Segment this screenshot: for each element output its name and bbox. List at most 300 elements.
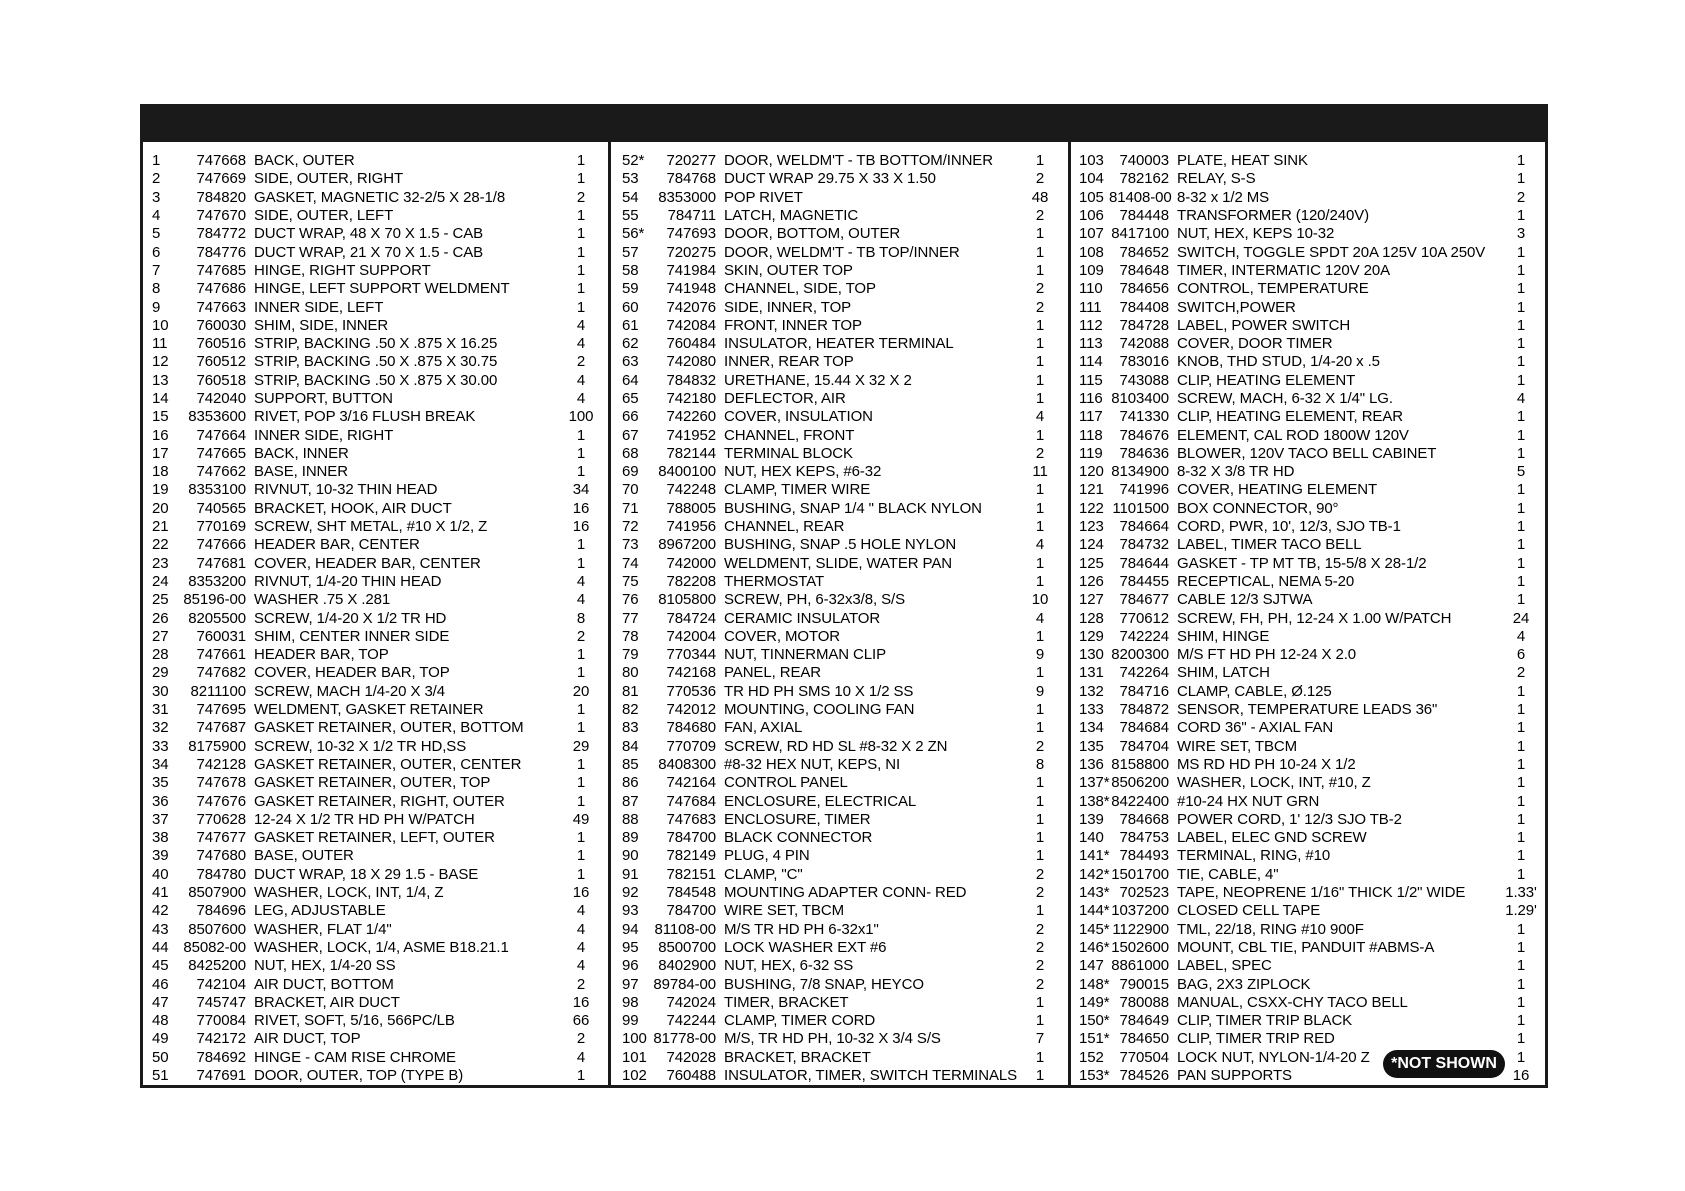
part-description: SCREW, MACH, 6-32 X 1/4" LG. bbox=[1177, 390, 1393, 407]
part-description: LOCK WASHER EXT #6 bbox=[724, 938, 887, 956]
parts-row bbox=[1075, 683, 1541, 701]
part-description: FAN, AXIAL bbox=[724, 719, 803, 737]
parts-row bbox=[148, 664, 601, 682]
part-number: 784753 bbox=[1119, 829, 1169, 847]
part-number: 8353100 bbox=[188, 481, 246, 499]
quantity: 1 bbox=[1035, 225, 1045, 243]
item-number: 28 bbox=[152, 646, 169, 664]
parts-row bbox=[618, 811, 1060, 829]
parts-row bbox=[1075, 207, 1541, 225]
parts-row bbox=[148, 975, 601, 993]
quantity: 1 bbox=[576, 261, 586, 279]
part-number: 782144 bbox=[666, 444, 716, 462]
part-number: 784668 bbox=[1119, 810, 1169, 828]
quantity: 2 bbox=[1035, 938, 1045, 956]
parts-row bbox=[618, 683, 1060, 701]
quantity: 1 bbox=[1516, 829, 1526, 847]
item-number: 65 bbox=[622, 390, 639, 407]
item-number: 45 bbox=[152, 957, 169, 975]
parts-row bbox=[148, 536, 601, 554]
item-number: 119 bbox=[1079, 444, 1103, 462]
part-number: 784680 bbox=[666, 719, 716, 737]
quantity: 66 bbox=[572, 1012, 590, 1030]
part-number: 770344 bbox=[666, 646, 716, 664]
parts-row bbox=[1075, 1030, 1541, 1048]
parts-row bbox=[1075, 518, 1541, 536]
part-number: 747676 bbox=[196, 792, 246, 810]
parts-row bbox=[618, 939, 1060, 957]
part-description: MS RD HD PH 10-24 X 1/2 bbox=[1177, 755, 1356, 773]
quantity: 4 bbox=[576, 920, 586, 938]
parts-row bbox=[1075, 280, 1541, 298]
part-description: STRIP, BACKING .50 X .875 X 30.00 bbox=[254, 371, 498, 389]
part-description: CLIP, HEATING ELEMENT, REAR bbox=[1177, 408, 1403, 426]
item-number: 21 bbox=[152, 518, 169, 536]
quantity: 24 bbox=[1512, 609, 1530, 627]
part-number: 784872 bbox=[1119, 701, 1169, 719]
item-number: 96 bbox=[622, 957, 639, 975]
part-description: TIE, CABLE, 4" bbox=[1177, 865, 1279, 883]
parts-row bbox=[1075, 829, 1541, 847]
quantity: 1 bbox=[1516, 847, 1526, 865]
part-description: WASHER, LOCK, INT, #10, Z bbox=[1177, 774, 1371, 792]
parts-row bbox=[618, 1067, 1060, 1085]
item-number: 95 bbox=[622, 938, 639, 956]
parts-row bbox=[618, 756, 1060, 774]
part-description: CLAMP, CABLE, Ø.125 bbox=[1177, 682, 1332, 700]
quantity: 1 bbox=[1516, 591, 1526, 609]
item-number: 128 bbox=[1079, 609, 1104, 627]
item-number: 32 bbox=[152, 719, 169, 737]
item-number: 25 bbox=[152, 591, 169, 609]
part-description: COVER, HEADER BAR, CENTER bbox=[254, 554, 481, 572]
part-number: 742248 bbox=[666, 481, 716, 499]
item-number: 38 bbox=[152, 829, 169, 847]
item-number: 63 bbox=[622, 353, 639, 371]
item-number: 72 bbox=[622, 518, 639, 536]
item-number: 66 bbox=[622, 408, 639, 426]
item-number: 120 bbox=[1079, 463, 1104, 481]
quantity: 4 bbox=[1035, 536, 1045, 554]
item-number: 75 bbox=[622, 572, 639, 590]
parts-row bbox=[148, 811, 601, 829]
quantity: 2 bbox=[576, 627, 586, 645]
item-number: 146* bbox=[1079, 938, 1110, 956]
item-number: 82 bbox=[622, 701, 639, 719]
part-description: WASHER, LOCK, 1/4, ASME B18.21.1 bbox=[254, 938, 509, 956]
part-number: 742076 bbox=[666, 298, 716, 316]
part-number: 784652 bbox=[1119, 243, 1169, 261]
part-number: 741948 bbox=[666, 280, 716, 298]
part-number: 8353600 bbox=[188, 408, 246, 426]
parts-row bbox=[1075, 152, 1541, 170]
item-number: 142* bbox=[1079, 865, 1110, 883]
part-number: 770504 bbox=[1119, 1048, 1169, 1066]
parts-row bbox=[148, 939, 601, 957]
parts-row bbox=[1075, 317, 1541, 335]
parts-row bbox=[148, 463, 601, 481]
part-number: 760484 bbox=[666, 335, 716, 353]
quantity: 1 bbox=[1516, 243, 1526, 261]
quantity: 9 bbox=[1035, 646, 1045, 664]
parts-row bbox=[618, 262, 1060, 280]
item-number: 104 bbox=[1079, 170, 1104, 188]
part-number: 8211100 bbox=[190, 682, 246, 700]
part-number: 770628 bbox=[196, 810, 246, 828]
part-description: BACK, OUTER bbox=[254, 152, 355, 170]
item-number: 144* bbox=[1079, 902, 1110, 920]
part-number: 8353000 bbox=[658, 188, 716, 206]
parts-row bbox=[1075, 920, 1541, 938]
quantity: 2 bbox=[576, 188, 586, 206]
part-description: BUSHING, SNAP 1/4 " BLACK NYLON bbox=[724, 499, 982, 517]
parts-list-sheet bbox=[140, 104, 1548, 1088]
item-number: 81 bbox=[622, 682, 639, 700]
part-number: 741952 bbox=[666, 426, 716, 444]
item-number: 118 bbox=[1079, 426, 1103, 444]
item-number: 149* bbox=[1079, 993, 1110, 1011]
item-number: 86 bbox=[622, 774, 639, 792]
part-number: 782162 bbox=[1119, 170, 1169, 188]
quantity: 1 bbox=[1516, 682, 1526, 700]
parts-row bbox=[1075, 408, 1541, 426]
part-number: 8425200 bbox=[188, 957, 246, 975]
item-number: 4 bbox=[152, 207, 161, 225]
parts-row bbox=[148, 189, 601, 207]
part-description: HINGE, RIGHT SUPPORT bbox=[254, 261, 431, 279]
parts-row bbox=[148, 408, 601, 426]
quantity: 1 bbox=[1516, 261, 1526, 279]
item-number: 107 bbox=[1079, 225, 1104, 243]
quantity: 1 bbox=[1516, 353, 1526, 371]
quantity: 4 bbox=[576, 390, 586, 407]
item-number: 136 bbox=[1079, 755, 1104, 773]
parts-row bbox=[148, 298, 601, 316]
part-description: INNER SIDE, LEFT bbox=[254, 298, 384, 316]
part-description: BASE, OUTER bbox=[254, 847, 354, 865]
parts-row bbox=[148, 555, 601, 573]
parts-row bbox=[148, 920, 601, 938]
item-number: 58 bbox=[622, 261, 639, 279]
parts-row bbox=[1075, 243, 1541, 261]
part-description: M/S FT HD PH 12-24 X 2.0 bbox=[1177, 646, 1357, 664]
parts-row bbox=[618, 372, 1060, 390]
item-number: 87 bbox=[622, 792, 639, 810]
item-number: 51 bbox=[152, 1066, 169, 1084]
parts-row bbox=[148, 719, 601, 737]
part-description: SHIM, HINGE bbox=[1177, 627, 1270, 645]
item-number: 105 bbox=[1079, 188, 1104, 206]
part-number: 770612 bbox=[1119, 609, 1169, 627]
part-number: 784650 bbox=[1119, 1030, 1169, 1048]
part-description: PLATE, HEAT SINK bbox=[1177, 152, 1308, 170]
item-number: 33 bbox=[152, 737, 169, 755]
item-number: 16 bbox=[152, 426, 169, 444]
quantity: 1 bbox=[576, 792, 586, 810]
item-number: 8 bbox=[152, 280, 161, 298]
parts-row bbox=[618, 792, 1060, 810]
parts-row bbox=[1075, 701, 1541, 719]
parts-row bbox=[148, 847, 601, 865]
part-number: 747669 bbox=[196, 170, 246, 188]
item-number: 141* bbox=[1079, 847, 1110, 865]
part-number: 784684 bbox=[1119, 719, 1169, 737]
quantity: 1 bbox=[576, 701, 586, 719]
part-number: 740003 bbox=[1119, 152, 1169, 170]
quantity: 1 bbox=[576, 207, 586, 225]
parts-row bbox=[148, 280, 601, 298]
item-number: 53 bbox=[622, 170, 639, 188]
part-description: GASKET RETAINER, OUTER, TOP bbox=[254, 774, 491, 792]
item-number: 100 bbox=[622, 1030, 647, 1048]
parts-row bbox=[1075, 957, 1541, 975]
item-number: 36 bbox=[152, 792, 169, 810]
parts-row bbox=[1075, 738, 1541, 756]
item-number: 6 bbox=[152, 243, 161, 261]
quantity: 1 bbox=[1516, 298, 1526, 316]
part-number: 783016 bbox=[1119, 353, 1169, 371]
quantity: 1 bbox=[1035, 335, 1045, 353]
parts-row bbox=[1075, 262, 1541, 280]
part-description: SCREW, PH, 6-32x3/8, S/S bbox=[724, 591, 905, 609]
quantity: 1 bbox=[1516, 755, 1526, 773]
part-description: TAPE, NEOPRENE 1/16" THICK 1/2" WIDE bbox=[1177, 884, 1466, 902]
part-number: 742168 bbox=[666, 664, 716, 682]
parts-row bbox=[618, 481, 1060, 499]
part-description: HINGE - CAM RISE CHROME bbox=[254, 1048, 456, 1066]
part-number: 747695 bbox=[196, 701, 246, 719]
parts-row bbox=[148, 701, 601, 719]
part-number: 747677 bbox=[196, 829, 246, 847]
part-number: 1502600 bbox=[1111, 938, 1169, 956]
item-number: 85 bbox=[622, 755, 639, 773]
quantity: 1 bbox=[1516, 993, 1526, 1011]
quantity: 1 bbox=[1035, 902, 1045, 920]
item-number: 74 bbox=[622, 554, 639, 572]
quantity: 4 bbox=[1035, 609, 1045, 627]
part-description: TIMER, INTERMATIC 120V 20A bbox=[1177, 261, 1391, 279]
parts-row bbox=[1075, 225, 1541, 243]
part-description: BLACK CONNECTOR bbox=[724, 829, 873, 847]
parts-row bbox=[1075, 866, 1541, 884]
part-number: 747666 bbox=[196, 536, 246, 554]
quantity: 1 bbox=[576, 646, 586, 664]
parts-row bbox=[618, 335, 1060, 353]
part-description: DOOR, OUTER, TOP (TYPE B) bbox=[254, 1066, 464, 1084]
part-description: SWITCH,POWER bbox=[1177, 298, 1296, 316]
part-number: 720277 bbox=[666, 152, 716, 170]
part-description: NUT, HEX, 6-32 SS bbox=[724, 957, 854, 975]
parts-row bbox=[1075, 298, 1541, 316]
quantity: 2 bbox=[1035, 920, 1045, 938]
part-description: BUSHING, SNAP .5 HOLE NYLON bbox=[724, 536, 957, 554]
quantity: 1 bbox=[1035, 627, 1045, 645]
part-number: 742084 bbox=[666, 316, 716, 334]
parts-row bbox=[1075, 555, 1541, 573]
quantity: 1 bbox=[576, 1066, 586, 1084]
part-number: 747662 bbox=[196, 463, 246, 481]
parts-row bbox=[1075, 609, 1541, 627]
quantity: 2 bbox=[1035, 298, 1045, 316]
parts-row bbox=[1075, 536, 1541, 554]
item-number: 152 bbox=[1079, 1048, 1104, 1066]
part-number: 770709 bbox=[666, 737, 716, 755]
quantity: 1 bbox=[1035, 316, 1045, 334]
part-number: 742024 bbox=[666, 993, 716, 1011]
parts-row bbox=[148, 1030, 601, 1048]
parts-row bbox=[148, 1012, 601, 1030]
quantity: 4 bbox=[576, 902, 586, 920]
part-description: INSULATOR, TIMER, SWITCH TERMINALS bbox=[724, 1066, 1018, 1084]
part-description: BLOWER, 120V TACO BELL CABINET bbox=[1177, 444, 1437, 462]
quantity: 1 bbox=[1516, 719, 1526, 737]
part-description: SCREW, FH, PH, 12-24 X 1.00 W/PATCH bbox=[1177, 609, 1452, 627]
part-number: 742040 bbox=[196, 390, 246, 407]
parts-row bbox=[1075, 335, 1541, 353]
parts-row bbox=[148, 500, 601, 518]
part-number: 788005 bbox=[666, 499, 716, 517]
parts-row bbox=[1075, 664, 1541, 682]
quantity: 2 bbox=[1516, 188, 1526, 206]
part-number: 784772 bbox=[196, 225, 246, 243]
part-description: WELDMENT, GASKET RETAINER bbox=[254, 701, 484, 719]
part-description: MOUNTING ADAPTER CONN- RED bbox=[724, 884, 967, 902]
item-number: 3 bbox=[152, 188, 161, 206]
part-number: 742088 bbox=[1119, 335, 1169, 353]
part-number: 742224 bbox=[1119, 627, 1169, 645]
item-number: 153* bbox=[1079, 1066, 1110, 1084]
quantity: 1 bbox=[1516, 1012, 1526, 1030]
item-number: 77 bbox=[622, 609, 639, 627]
part-description: THERMOSTAT bbox=[724, 572, 825, 590]
part-description: SIDE, INNER, TOP bbox=[724, 298, 852, 316]
parts-row bbox=[618, 664, 1060, 682]
parts-row bbox=[1075, 481, 1541, 499]
item-number: 34 bbox=[152, 755, 169, 773]
part-description: #10-24 HX NUT GRN bbox=[1177, 792, 1320, 810]
item-number: 39 bbox=[152, 847, 169, 865]
quantity: 2 bbox=[576, 1030, 586, 1048]
item-number: 150* bbox=[1079, 1012, 1110, 1030]
parts-row bbox=[148, 1049, 601, 1067]
quantity: 1 bbox=[1035, 1012, 1045, 1030]
parts-row bbox=[148, 335, 601, 353]
quantity: 4 bbox=[576, 316, 586, 334]
parts-row bbox=[618, 1012, 1060, 1030]
parts-row bbox=[148, 390, 601, 408]
part-description: 8-32 X 3/8 TR HD bbox=[1177, 463, 1295, 481]
parts-row bbox=[618, 317, 1060, 335]
quantity: 1 bbox=[1035, 810, 1045, 828]
parts-row bbox=[148, 243, 601, 261]
item-number: 60 bbox=[622, 298, 639, 316]
part-number: 8507900 bbox=[188, 884, 246, 902]
part-description: ENCLOSURE, TIMER bbox=[724, 810, 871, 828]
quantity: 1 bbox=[1035, 1048, 1045, 1066]
item-number: 62 bbox=[622, 335, 639, 353]
parts-row bbox=[618, 500, 1060, 518]
part-number: 784711 bbox=[667, 207, 716, 225]
part-description: WIRE SET, TBCM bbox=[1177, 737, 1297, 755]
part-number: 742080 bbox=[666, 353, 716, 371]
quantity: 4 bbox=[576, 591, 586, 609]
parts-row bbox=[618, 701, 1060, 719]
part-description: SCREW, MACH 1/4-20 X 3/4 bbox=[254, 682, 445, 700]
part-description: ENCLOSURE, ELECTRICAL bbox=[724, 792, 917, 810]
part-number: 742000 bbox=[666, 554, 716, 572]
item-number: 44 bbox=[152, 938, 169, 956]
part-description: POWER CORD, 1' 12/3 SJO TB-2 bbox=[1177, 810, 1402, 828]
part-description: COVER, MOTOR bbox=[724, 627, 841, 645]
item-number: 59 bbox=[622, 280, 639, 298]
quantity: 1 bbox=[1035, 719, 1045, 737]
part-number: 747665 bbox=[196, 444, 246, 462]
part-description: LOCK NUT, NYLON-1/4-20 Z bbox=[1177, 1048, 1370, 1066]
parts-row bbox=[618, 390, 1060, 408]
quantity: 29 bbox=[572, 737, 590, 755]
parts-row bbox=[1075, 372, 1541, 390]
parts-row bbox=[618, 189, 1060, 207]
parts-row bbox=[148, 152, 601, 170]
part-number: 770536 bbox=[666, 682, 716, 700]
part-number: 760516 bbox=[196, 335, 246, 353]
part-number: 784493 bbox=[1119, 847, 1169, 865]
part-number: 784664 bbox=[1119, 518, 1169, 536]
part-number: 790015 bbox=[1119, 975, 1169, 993]
item-number: 17 bbox=[152, 444, 169, 462]
item-number: 71 bbox=[622, 499, 639, 517]
parts-row bbox=[1075, 847, 1541, 865]
item-number: 134 bbox=[1079, 719, 1104, 737]
item-number: 67 bbox=[622, 426, 639, 444]
part-number: 784768 bbox=[666, 170, 716, 188]
parts-row bbox=[148, 884, 601, 902]
quantity: 1 bbox=[1516, 957, 1526, 975]
part-number: 8158800 bbox=[1111, 755, 1169, 773]
quantity: 11 bbox=[1032, 463, 1048, 481]
item-number: 143* bbox=[1079, 884, 1110, 902]
part-description: STRIP, BACKING .50 X .875 X 16.25 bbox=[254, 335, 498, 353]
parts-row bbox=[1075, 902, 1541, 920]
part-description: RIVNUT, 1/4-20 THIN HEAD bbox=[254, 572, 442, 590]
parts-row bbox=[148, 902, 601, 920]
part-number: 784716 bbox=[1119, 682, 1169, 700]
item-number: 135 bbox=[1079, 737, 1104, 755]
part-number: 8103400 bbox=[1111, 390, 1169, 407]
parts-row bbox=[1075, 774, 1541, 792]
quantity: 2 bbox=[576, 975, 586, 993]
quantity: 1 bbox=[1035, 1066, 1045, 1084]
part-number: 742264 bbox=[1119, 664, 1169, 682]
part-number: 1501700 bbox=[1111, 865, 1169, 883]
quantity: 1 bbox=[1516, 371, 1526, 389]
quantity: 2 bbox=[1035, 170, 1045, 188]
parts-row bbox=[618, 1049, 1060, 1067]
parts-row bbox=[1075, 445, 1541, 463]
quantity: 4 bbox=[576, 572, 586, 590]
parts-column-1 bbox=[148, 152, 601, 1084]
item-number: 29 bbox=[152, 664, 169, 682]
item-number: 52* bbox=[622, 152, 645, 170]
quantity: 3 bbox=[1516, 225, 1526, 243]
item-number: 151* bbox=[1079, 1030, 1110, 1048]
quantity: 1 bbox=[576, 426, 586, 444]
item-number: 132 bbox=[1079, 682, 1104, 700]
parts-row bbox=[618, 829, 1060, 847]
item-number: 18 bbox=[152, 463, 169, 481]
parts-row bbox=[1075, 170, 1541, 188]
item-number: 101 bbox=[622, 1048, 647, 1066]
